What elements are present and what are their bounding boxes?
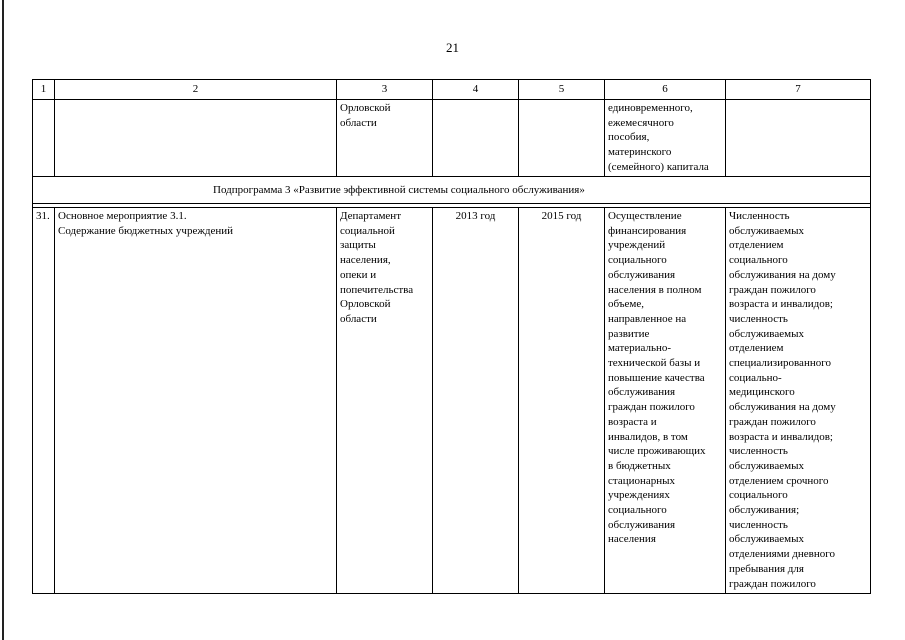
table-row-subprogram (33, 177, 871, 204)
table-header-row (33, 80, 871, 100)
item-expected-result: Осуществление финансирования учреждений социального обслуживания населения в полном объеме, направленное на развитие материально- технической базы и повышение качества обслуживания граждан пожилого возраста и инвалидов, в том числе проживающих в бюджетных стационарных учреждениях социального обслуживания населения (605, 208, 726, 594)
item-indicators: Численность обслуживаемых отделением социального обслуживания на дому граждан пожилого возраста и инвалидов; численность обслуживаемых отделением специализированного социально- медицинского обслуживания на дому граждан пожилого возраста и инвалидов; численность обслуживаемых отделением срочного социального обслуживания; численность обслуживаемых отделениями дневного пребывания для граждан пожилого (726, 208, 871, 594)
cont-cell-end (519, 100, 605, 177)
header-col-4: 4 (433, 80, 519, 100)
header-col-1: 1 (33, 80, 55, 100)
header-col-5: 5 (519, 80, 605, 100)
cont-cell-name (55, 100, 337, 177)
table-row-item-31 (33, 208, 871, 594)
header-col-3: 3 (337, 80, 433, 100)
cont-cell-executor: Орловской области (337, 100, 433, 177)
document-table (32, 79, 871, 594)
cont-cell-start (433, 100, 519, 177)
item-start-year: 2013 год (433, 208, 519, 594)
item-executor: Департамент социальной защиты населения, опеки и попечительства Орловской области (337, 208, 433, 594)
subprogram-title: Подпрограмма 3 «Развитие эффективной системы социального обслуживания» (33, 177, 871, 204)
header-col-6: 6 (605, 80, 726, 100)
item-number: 31. (33, 208, 55, 594)
cont-cell-number (33, 100, 55, 177)
cont-cell-result: единовременного, ежемесячного пособия, материнского (семейного) капитала (605, 100, 726, 177)
page-number: 21 (446, 40, 459, 55)
header-col-7: 7 (726, 80, 871, 100)
table-row-continuation (33, 100, 871, 177)
cont-cell-indicators (726, 100, 871, 177)
header-col-2: 2 (55, 80, 337, 100)
page-left-edge-line (2, 0, 4, 640)
item-name: Основное мероприятие 3.1. Содержание бюджетных учреждений (55, 208, 337, 594)
item-end-year: 2015 год (519, 208, 605, 594)
